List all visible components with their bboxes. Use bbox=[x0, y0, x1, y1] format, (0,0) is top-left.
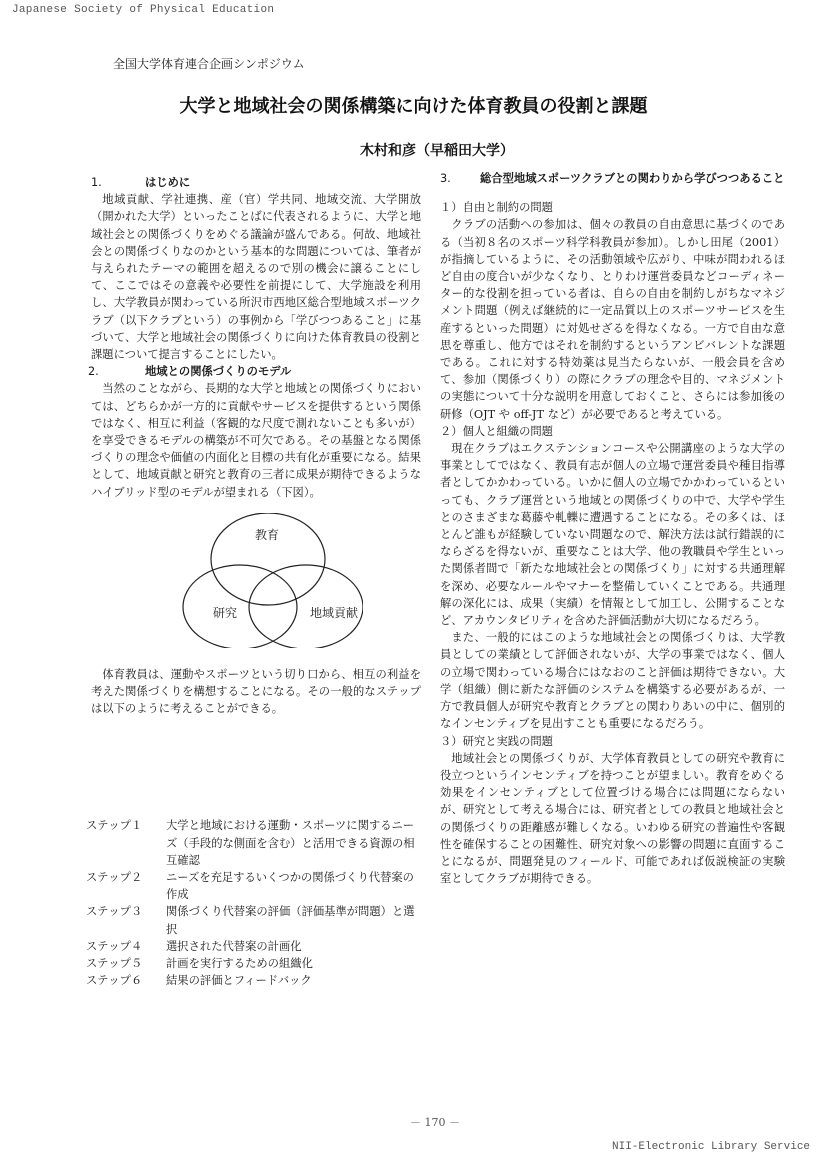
left-column bbox=[86, 174, 421, 990]
venn-label-community: 地域貢献 bbox=[310, 605, 359, 620]
symposium-label: 全国大学体育連合企画シンポジウム bbox=[113, 57, 305, 71]
section-3-heading bbox=[440, 170, 785, 187]
author-affiliation: 木村和彦（早稲田大学） bbox=[360, 143, 514, 159]
society-header: Japanese Society of Physical Education bbox=[12, 4, 275, 16]
venn-diagram bbox=[153, 513, 363, 648]
section-number: 3. bbox=[440, 172, 451, 185]
step-text: 選択された代替案の計画化 bbox=[166, 939, 302, 953]
section-title: 地域との関係づくりのモデル bbox=[145, 365, 292, 379]
venn-label-education: 教育 bbox=[255, 527, 280, 542]
step-item bbox=[86, 972, 421, 989]
right-column bbox=[440, 170, 785, 887]
library-footer: NII-Electronic Library Service bbox=[612, 1141, 811, 1153]
step-label: ステップ４ bbox=[86, 939, 143, 953]
step-text: ニーズを充足するいくつかの関係づくり代替案の作成 bbox=[166, 871, 414, 902]
step-item bbox=[86, 869, 421, 903]
section-2-heading bbox=[88, 363, 421, 380]
step-label: ステップ６ bbox=[86, 974, 143, 988]
step-text: 大学と地域における運動・スポーツに関するニーズ（手段的な側面を含む）と活用できる資源の相互確認 bbox=[166, 819, 415, 867]
subsection-paragraph: 現在クラブはエクステンションコースや公開講座のような大学の事業としてではなく、教員有志が個人の立場で運営委員や種目指導者としてかかわっている。いかに個人の立場でかかわっているといっても、クラブ運営という地域との関係づくりの中で、大学や学生とのさまざまな葛藤や軋轢に遭遇することになる。その多くは、ほとんど誰もが経験していない問題なので、解決方法は試行錯誤的にならざるを得ないが、重要なことは大学、他の教職員や学生といった関係者間で「新たな地域社会との関係づくり」に対する共通理解を深め、必要なルールやマナーを整備していくことである。共通理解の深化には、成果（実績）を情報として加工し、公開することなど、アカウンタビリティを含めた評価活動が大切になるだろう。 bbox=[440, 442, 785, 628]
subsection-paragraph: また、一般的にはこのような地域社会との関係づくりは、大学教員としての業績として評価されないが、大学の事業ではなく、個人の立場で関わっている場合にはなおのこと評価は期待できない。大学（組織）側に新たな評価のシステムを構築する必要があるが、一方で教員個人が研究や教育とクラブとの関わりあいの中に、個別的なインセンティブを見出すことも重要になるだろう。 bbox=[440, 631, 785, 731]
section-number: 2. bbox=[88, 365, 99, 379]
section-title: 総合型地域スポーツクラブとの関わりから学びつつあること bbox=[480, 172, 785, 185]
section-2-paragraph-2: 体育教員は、運動やスポーツという切り口から、相互の利益を考えた関係づくりを構想することになる。その一般的なステップは以下のように考えることができる。 bbox=[91, 667, 421, 716]
step-text: 結果の評価とフィードバック bbox=[166, 974, 312, 988]
step-item bbox=[86, 955, 421, 972]
step-label: ステップ５ bbox=[86, 957, 143, 971]
step-item bbox=[86, 903, 421, 937]
subsection-title: ２）個人と組織の問題 bbox=[440, 424, 553, 438]
step-text: 関係づくり代替案の評価（評価基準が問題）と選択 bbox=[166, 905, 415, 936]
page-number: － 170 － bbox=[410, 1116, 460, 1129]
section-number: 1. bbox=[91, 176, 102, 189]
step-item bbox=[86, 817, 421, 869]
section-title: はじめに bbox=[145, 176, 191, 189]
section-2-paragraph-1: 当然のことながら、長期的な大学と地域との関係づくりにおいては、どちらかが一方的に貢献やサービスを提供するという関係ではなく、相互に利益（客観的な尺度で測れないことも多いが）を享受できるモデルの構築が不可欠である。その基盤となる関係づくりの理念や価値の内面化と目標の共有化が重要になる。結果として、地域貢献と研究と教育の三者に成果が期待できるようなハイブリッド型のモデルが望まれる（下図）。 bbox=[91, 382, 421, 499]
steps-list bbox=[86, 817, 421, 989]
subsection-title: ３）研究と実践の問題 bbox=[440, 734, 553, 748]
venn-circle-research bbox=[183, 565, 297, 648]
section-1-heading bbox=[91, 174, 421, 191]
section-1-paragraph: 地域貢献、学社連携、産（官）学共同、地域交流、大学開放（開かれた大学）といったことばに代表されるように、大学と地域社会との関係づくりをめぐる議論が盛んである。何故、地域社会との関係づくりなのかという基本的な問題については、筆者が与えられたテーマの範囲を超えるので別の機会に譲ることにして、ここではその意義や必要性を前提にして、大学施設を利用し、大学教員が関わっている所沢市西地区総合型地域スポーツクラブ（以下クラブという）の事例から「学びつつあること」に基づいて、大学と地域社会の関係づくりに向けた体育教員の役割と課題について提言することにしたい。 bbox=[91, 193, 421, 362]
subsection-title: １）自由と制約の問題 bbox=[440, 201, 553, 215]
step-label: ステップ２ bbox=[86, 871, 143, 885]
paper-title: 大学と地域社会の関係構築に向けた体育教員の役割と課題 bbox=[179, 96, 648, 117]
subsection-paragraph: 地域社会との関係づくりが、大学体育教員としての研究や教育に役立つというインセンティブを持つことが望ましい。教育をめぐる効果をインセンティブとして位置づける場合には問題にならないが、研究として考える場合には、研究者としての教員と地域社会との関係づくりの距離感が難しくなる。いわゆる研究の普遍性や客観性を確保することの困難性、研究対象への影響の問題に直面することになるが、問題発見のフィールド、可能であれば仮説検証の実験室としてクラブが期待できる。 bbox=[440, 751, 785, 886]
venn-circle-education bbox=[211, 513, 325, 605]
step-label: ステップ３ bbox=[86, 905, 143, 919]
venn-label-research: 研究 bbox=[213, 605, 238, 620]
step-text: 計画を実行するための組織化 bbox=[166, 957, 313, 971]
step-label: ステップ１ bbox=[86, 819, 143, 833]
subsection-paragraph: クラブの活動への参加は、個々の教員の自由意思に基づくのである（当初８名のスポーツ科学科教員が参加）。しかし田尾（2001）が指摘しているように、その活動領域や広がり、中味が問われるほど自由の度合いが少なくなり、とりわけ運営委員などコーディネーター的な役割を担っている者は、自らの自由を制約しがちなマネジメント問題（例えば継続的に一定品質以上のスポーツサービスを生産するといった問題）に対処せざるを得なくなる。一方で自由な意思を尊重し、他方ではそれを制約するというアンビバレントな課題である。これに対する特効薬は見当たらないが、一般会員を含めて、参加（関係づくり）の際にクラブの理念や目的、マネジメントの実態について十分な説明を用意しておくこと、さらには参加後の研修（OJT や off-JT など）が必要であると考えている。 bbox=[440, 218, 785, 421]
step-item bbox=[86, 938, 421, 955]
